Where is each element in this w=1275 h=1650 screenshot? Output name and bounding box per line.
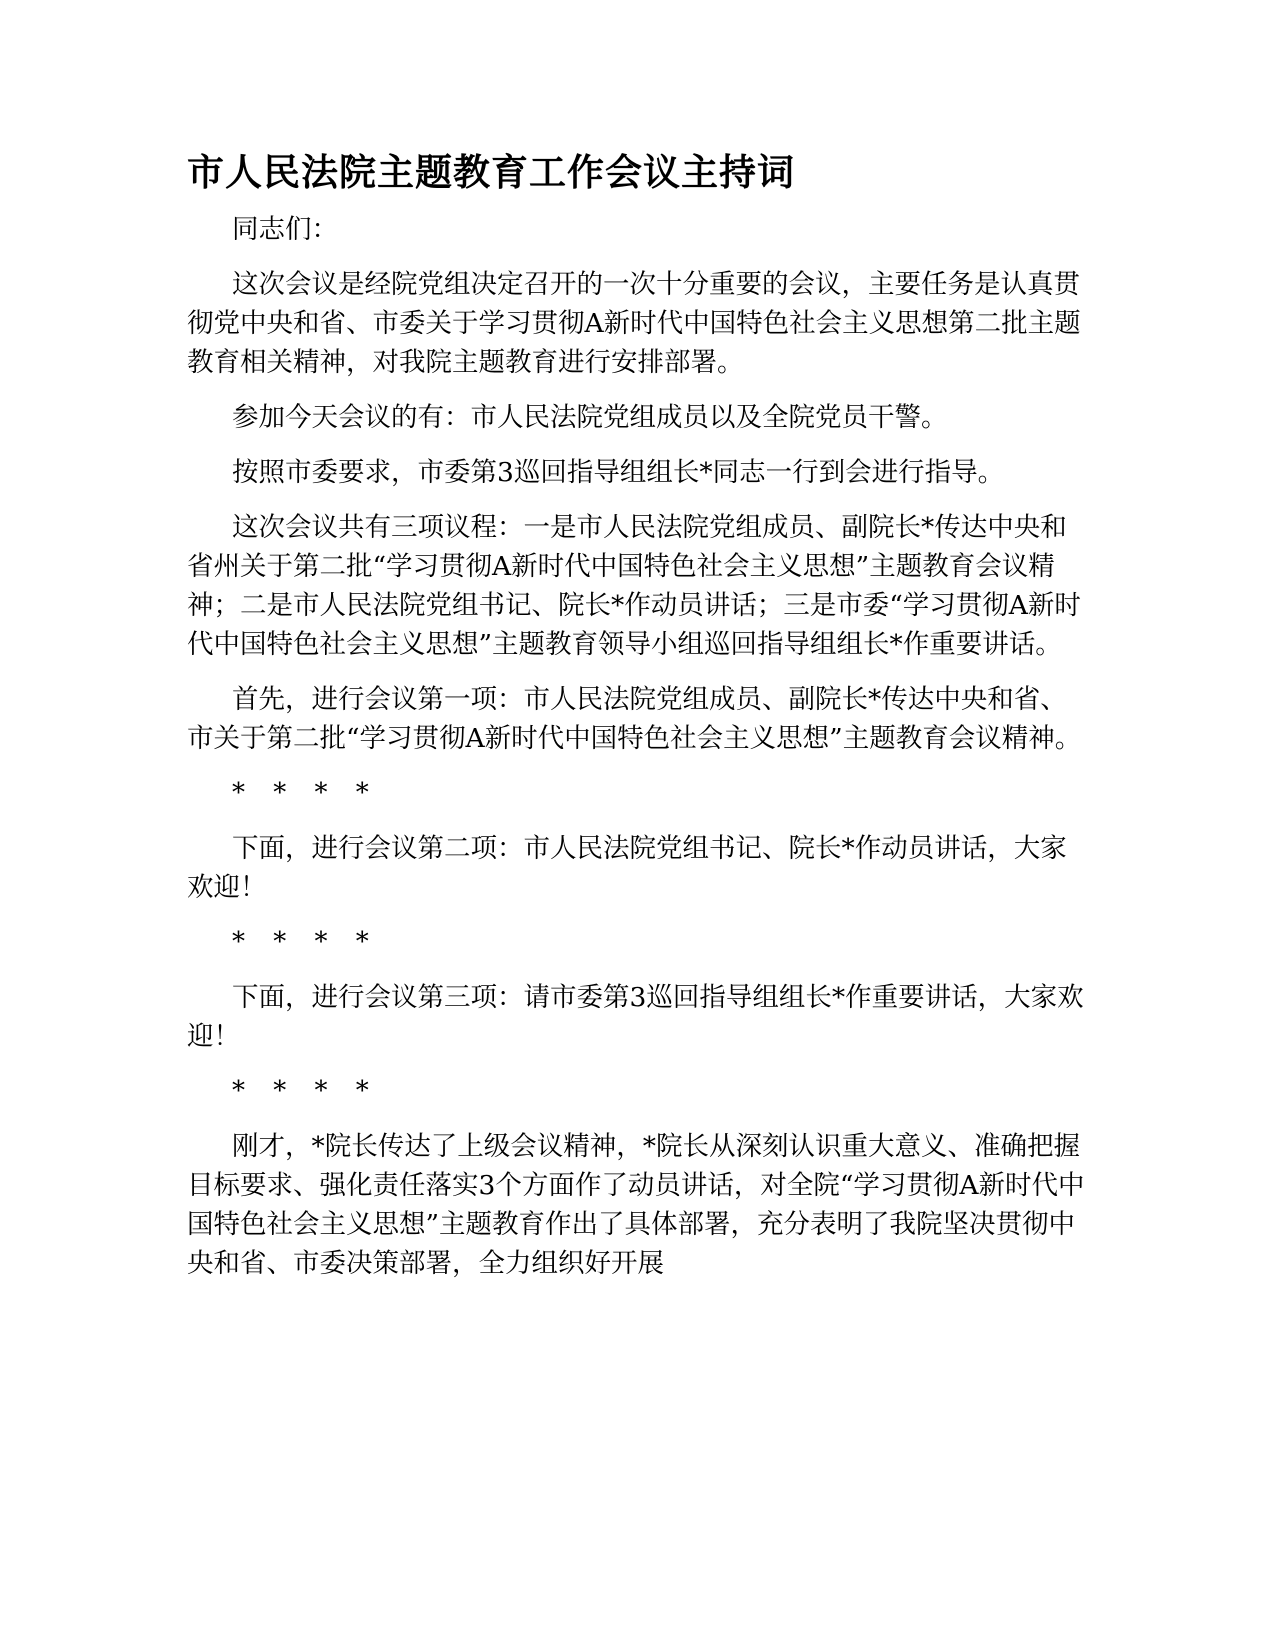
paragraph-item-two: 下面，进行会议第二项：市人民法院党组书记、院长*作动员讲话，大家欢迎！	[187, 833, 1067, 903]
document-body	[187, 150, 1087, 1299]
paragraph-meeting-purpose: 这次会议是经院党组决定召开的一次十分重要的会议，主要任务是认真贯彻党中央和省、市委关于学习贯彻A新时代中国特色社会主义思想第二批主题教育相关精神，对我院主题教育进行安排部署。	[187, 269, 1081, 378]
separator-stars: * * * *	[232, 927, 369, 957]
paragraph-guidance-group: 按照市委要求，市委第3巡回指导组组长*同志一行到会进行指导。	[232, 457, 1005, 488]
paragraph-attendees: 参加今天会议的有：市人民法院党组成员以及全院党员干警。	[232, 402, 948, 433]
paragraph-item-three: 下面，进行会议第三项：请市委第3巡回指导组组长*作重要讲话，大家欢迎！	[187, 982, 1084, 1052]
separator-stars: * * * *	[232, 778, 369, 808]
paragraph-summary: 刚才，*院长传达了上级会议精神，*院长从深刻认识重大意义、准确把握目标要求、强化责任落实3个方面作了动员讲话，对全院“学习贯彻A新时代中国特色社会主义思想”主题教育作出了具体部署，充分表明了我院坚决贯彻中央和省、市委决策部署，全力组织好开展	[187, 1131, 1085, 1279]
document-title: 市人民法院主题教育工作会议主持词	[187, 151, 795, 194]
paragraph-item-one: 首先，进行会议第一项：市人民法院党组成员、副院长*传达中央和省、市关于第二批“学习贯彻A新时代中国特色社会主义思想”主题教育会议精神。	[187, 684, 1082, 754]
separator-stars: * * * *	[232, 1076, 369, 1106]
paragraph-greeting: 同志们：	[232, 214, 338, 245]
paragraph-agenda: 这次会议共有三项议程：一是市人民法院党组成员、副院长*传达中央和省州关于第二批“学习贯彻A新时代中国特色社会主义思想”主题教育会议精神；二是市人民法院党组书记、院长*作动员讲话；三是市委“学习贯彻A新时代中国特色社会主义思想”主题教育领导小组巡回指导组组长*作重要讲话。	[187, 512, 1081, 660]
